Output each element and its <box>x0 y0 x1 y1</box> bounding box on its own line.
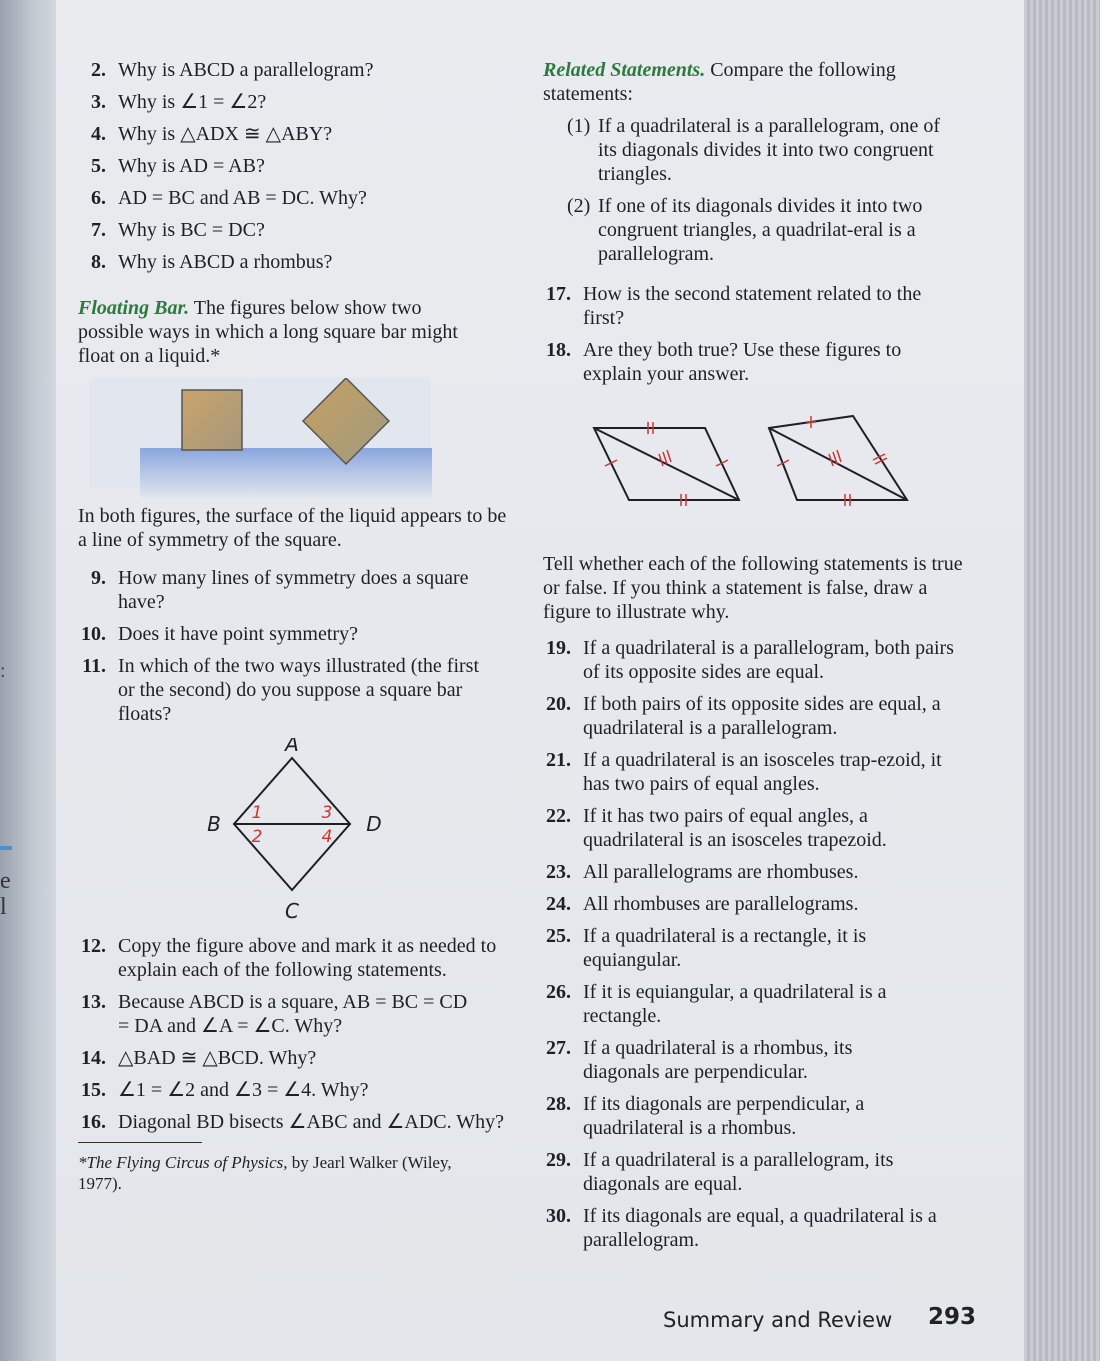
quadrilateral-figures <box>543 414 973 514</box>
question-item: 30. If its diagonals are equal, a quadrilateral is a parallelogram. <box>546 1205 937 1251</box>
vertex-a-label: A <box>285 738 299 756</box>
question-item: 27. If a quadrilateral is a rhombus, its diagonals are perpendicular. <box>546 1037 853 1083</box>
question-item: 28. If its diagonals are perpendicular, a quadrilateral is a rhombus. <box>546 1093 865 1139</box>
footnote: *The Flying Circus of Physics, by Jearl Walker (Wiley, 1977). <box>78 1153 452 1193</box>
irregular-quadrilateral-figure <box>769 416 907 506</box>
question-item: 14. △BAD ≅ △BCD. Why? <box>81 1047 317 1069</box>
question-item: 3. Why is ∠1 = ∠2? <box>91 91 267 113</box>
section-heading: Floating Bar. <box>78 297 190 319</box>
question-item: 4. Why is △ADX ≅ △ABY? <box>91 123 333 145</box>
left-column <box>78 58 508 1194</box>
question-item: 20. If both pairs of its opposite sides are equal, a quadrilateral is a parallelogram. <box>546 693 941 739</box>
question-item: 8. Why is ABCD a rhombus? <box>91 251 333 273</box>
previous-page-edge <box>0 0 56 1361</box>
question-item: 26. If it is equiangular, a quadrilateral is a rectangle. <box>546 981 887 1027</box>
margin-blue-tick <box>0 846 12 850</box>
footnote-rule <box>78 1142 202 1143</box>
floating-bar-intro: Floating Bar. The figures below show two possible ways in which a long square bar might float on a liquid.* <box>78 297 458 367</box>
question-item: 22. If it has two pairs of equal angles, a quadrilateral is an isosceles trapezoid. <box>546 805 887 851</box>
page-number: 293 <box>928 1304 977 1330</box>
square-bar-flat <box>182 390 242 450</box>
question-item: 6. AD = BC and AB = DC. Why? <box>91 187 367 209</box>
question-list-d <box>543 282 973 386</box>
question-item: 18. Are they both true? Use these figures to explain your answer. <box>546 339 902 385</box>
question-item: 16. Diagonal BD bisects ∠ABC and ∠ADC. Why? <box>81 1111 505 1133</box>
question-item: 5. Why is AD = AB? <box>91 155 265 177</box>
question-item: 29. If a quadrilateral is a parallelogram, its diagonals are equal. <box>546 1149 894 1195</box>
question-item: 7. Why is BC = DC? <box>91 219 265 241</box>
rhombus-figure <box>78 738 508 926</box>
true-false-intro: Tell whether each of the following statements is true or false. If you think a statement is false, draw a figure to illustrate why. <box>543 553 963 623</box>
margin-fragment: e <box>0 868 11 894</box>
question-item: 10. Does it have point symmetry? <box>81 623 358 645</box>
symmetry-text: In both figures, the surface of the liquid appears to be a line of symmetry of the square. <box>78 505 507 551</box>
angle-4-label: 4 <box>321 827 333 847</box>
liquid-surface <box>140 448 432 498</box>
angle-1-label: 1 <box>251 803 263 823</box>
statement-item: (2) If one of its diagonals divides it into two congruent triangles, a quadrilat-eral is a parallelogram. <box>567 195 923 265</box>
question-item: 11. In which of the two ways illustrated (the first or the second) do you suppose a square bar floats? <box>82 655 480 725</box>
question-item: 13. Because ABCD is a square, AB = BC = CD = DA and ∠A = ∠C. Why? <box>81 991 468 1037</box>
margin-fragment: : <box>0 660 6 682</box>
question-item: 21. If a quadrilateral is an isosceles trap-ezoid, it has two pairs of equal angles. <box>546 749 942 795</box>
angle-3-label: 3 <box>321 803 333 823</box>
question-item: 17. How is the second statement related to the first? <box>546 283 922 329</box>
question-item: 2. Why is ABCD a parallelogram? <box>91 59 374 81</box>
question-list-a <box>78 58 508 274</box>
question-item: 19. If a quadrilateral is a parallelogram, both pairs of its opposite sides are equal. <box>546 637 954 683</box>
running-footer-title: Summary and Review <box>663 1308 893 1332</box>
question-list-c <box>78 934 508 1134</box>
question-item: 12. Copy the figure above and mark it as needed to explain each of the following statements. <box>81 935 497 981</box>
related-statements-intro: Related Statements. Compare the following statements: <box>543 59 896 105</box>
question-item: 15. ∠1 = ∠2 and ∠3 = ∠4. Why? <box>81 1079 369 1101</box>
margin-fragment: l <box>0 894 7 920</box>
angle-2-label: 2 <box>251 827 263 847</box>
parallelogram-figure <box>594 422 739 506</box>
section-heading: Related Statements. <box>543 59 706 81</box>
vertex-d-label: D <box>366 812 382 836</box>
vertex-b-label: B <box>207 812 221 836</box>
question-item: 9. How many lines of symmetry does a square have? <box>91 567 469 613</box>
statement-item: (1) If a quadrilateral is a parallelogram, one of its diagonals divides it into two congruent triangles. <box>567 115 941 185</box>
question-list-b <box>78 566 508 726</box>
right-column <box>543 58 973 1252</box>
question-item: 23. All parallelograms are rhombuses. <box>546 861 859 883</box>
page-stack-edge <box>1024 0 1100 1361</box>
floating-bar-figure <box>78 378 508 498</box>
question-item: 25. If a quadrilateral is a rectangle, it is equiangular. <box>546 925 867 971</box>
vertex-c-label: C <box>285 899 299 923</box>
question-item: 24. All rhombuses are parallelograms. <box>546 893 859 915</box>
question-list-e <box>543 636 973 1252</box>
